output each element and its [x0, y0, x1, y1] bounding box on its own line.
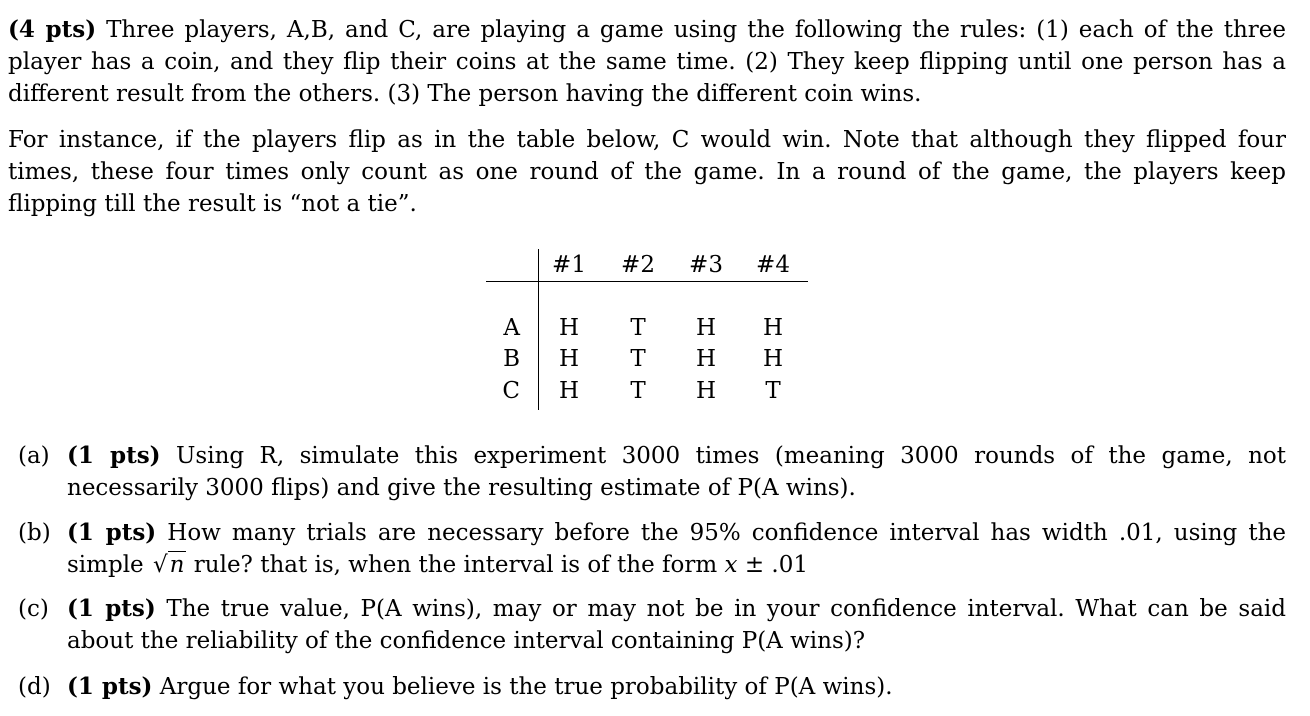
table-row-label: C — [502, 378, 520, 404]
table-cell: T — [765, 378, 781, 404]
problem-points: (4 pts) — [8, 16, 97, 43]
table-horizontal-rule — [486, 281, 808, 282]
table-header-1: #1 — [552, 252, 586, 278]
table-cell: H — [558, 346, 580, 372]
part-d-points: (1 pts) — [67, 673, 153, 700]
part-a-text: Using R, simulate this experiment 3000 times (meaning 3000 rounds of the game, not necessarily 3000 flips) and give the resulting estimate of P(A wins). — [67, 443, 1286, 501]
math-variable-x: x — [724, 552, 738, 578]
part-b-body — [67, 517, 1286, 581]
table-row-label: B — [503, 346, 520, 372]
part-b-text-after: rule? that is, when the interval is of the form — [193, 552, 718, 578]
part-b-label: (b) — [18, 520, 51, 546]
part-b-text-before: How many trials are necessary before the 95% confidence interval has width .01, using the simple — [67, 520, 1287, 578]
table-cell: H — [558, 315, 580, 341]
table-cell: H — [695, 346, 717, 372]
table-cell: H — [558, 378, 580, 404]
problem-intro-text: Three players, A,B, and C, are playing a game using the following the rules: (1) each of the three player has a coin, and they flip their coins at the same time. (2) They keep flipping until one person has a different result from the others. (3) The person having the different coin wins. — [8, 17, 1287, 107]
part-c-points: (1 pts) — [67, 595, 156, 622]
part-b-points: (1 pts) — [67, 519, 157, 546]
part-d-text: Argue for what you believe is the true probability of P(A wins). — [159, 674, 893, 700]
table-cell: H — [762, 315, 784, 341]
part-a-points: (1 pts) — [67, 442, 161, 469]
part-c-text: The true value, P(A wins), may or may not be in your confidence interval. What can be said about the reliability of the confidence interval containing P(A wins)? — [67, 596, 1286, 654]
table-header-3: #3 — [689, 252, 723, 278]
table-header-4: #4 — [756, 252, 790, 278]
part-a-body — [67, 440, 1286, 504]
table-row-label: A — [503, 315, 520, 341]
part-c-label: (c) — [18, 596, 49, 622]
part-c-body — [67, 593, 1286, 657]
flip-table — [486, 249, 808, 411]
table-cell: T — [630, 346, 646, 372]
table-cell: T — [630, 315, 646, 341]
table-cell: H — [695, 315, 717, 341]
table-cell: H — [762, 346, 784, 372]
problem-instance-text: For instance, if the players flip as in the table below, C would win. Note that although they flipped four times, these four times only count as one round of the game. In a round of the game, the players keep flipping till the result is “not a tie”. — [8, 127, 1286, 217]
sqrt-n-expression — [151, 549, 186, 581]
sqrt-symbol: √ — [152, 552, 168, 578]
sqrt-radicand: n — [169, 552, 185, 578]
part-a-label: (a) — [18, 443, 50, 469]
table-cell: T — [630, 378, 646, 404]
table-cell: H — [695, 378, 717, 404]
table-header-2: #2 — [621, 252, 655, 278]
part-d-body — [67, 671, 1286, 703]
problem-intro — [8, 14, 1286, 110]
part-d-label: (d) — [18, 674, 51, 700]
math-plus-minus: ± .01 — [744, 552, 808, 578]
